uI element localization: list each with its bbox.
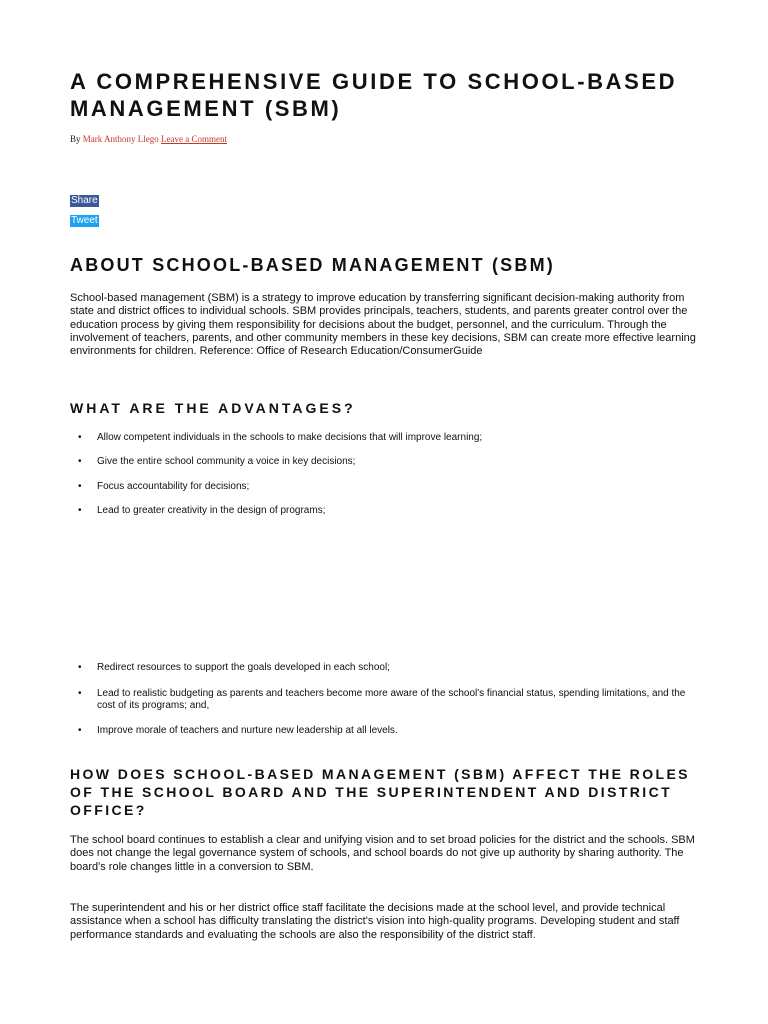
byline xyxy=(70,134,227,144)
list-item: • Redirect resources to support the goals developed in each school; xyxy=(70,662,700,675)
page-title: A COMPREHENSIVE GUIDE TO SCHOOL-BASED MANAGEMENT (SBM) xyxy=(70,69,678,121)
list-item: • Lead to greater creativity in the design of programs; xyxy=(70,505,700,518)
list-item: • Improve morale of teachers and nurture new leadership at all levels. xyxy=(70,725,700,738)
roles-heading: HOW DOES SCHOOL-BASED MANAGEMENT (SBM) AFFECT THE ROLES OF THE SCHOOL BOARD AND THE SUPERINTENDENT AND DISTRICT OFFICE? xyxy=(70,766,690,818)
author-link[interactable]: Mark Anthony Llego xyxy=(82,134,159,144)
about-paragraph: School-based management (SBM) is a strategy to improve education by transferring significant decision-making authority from state and district offices to individual schools. SBM provides principals, teachers, students, and parents greater control over the education process by giving them responsibility for decisions about the budget, personnel, and the curriculum. Through the involvement of teachers, parents, and other community members in these key decisions, SBM can create more effective learning environments for children. Reference: Office of Research Education/ConsumerGuide xyxy=(70,292,696,358)
list-item: • Allow competent individuals in the schools to make decisions that will improve learning; xyxy=(70,432,700,445)
advantages-list-first xyxy=(70,432,700,529)
list-item: • Focus accountability for decisions; xyxy=(70,481,700,494)
byline-prefix: By xyxy=(70,134,81,144)
list-item: • Give the entire school community a voice in key decisions; xyxy=(70,456,700,469)
advantages-heading: WHAT ARE THE ADVANTAGES? xyxy=(70,400,356,416)
list-item: • Lead to realistic budgeting as parents and teachers become more aware of the school's financial status, spending limitations, and the cost of its programs; and, xyxy=(70,688,700,713)
share-button[interactable]: Share xyxy=(71,195,98,206)
superintendent-paragraph: The superintendent and his or her district office staff facilitate the decisions made at the school level, and provide technical assistance when a school has difficulty translating the district's vision into high-quality programs. Developing student and staff performance standards and evaluating the schools are also the responsibility of the district staff. xyxy=(70,902,680,941)
advantages-list-second xyxy=(70,662,700,737)
school-board-paragraph: The school board continues to establish a clear and unifying vision and to set broad policies for the district and the schools. SBM does not change the legal governance system of schools, and school boards do not give up authority by sharing authority. The board's role changes little in a conversion to SBM. xyxy=(70,834,695,873)
about-heading: ABOUT SCHOOL-BASED MANAGEMENT (SBM) xyxy=(70,255,555,275)
leave-comment-link[interactable]: Leave a Comment xyxy=(161,134,227,144)
tweet-button[interactable]: Tweet xyxy=(71,215,98,226)
